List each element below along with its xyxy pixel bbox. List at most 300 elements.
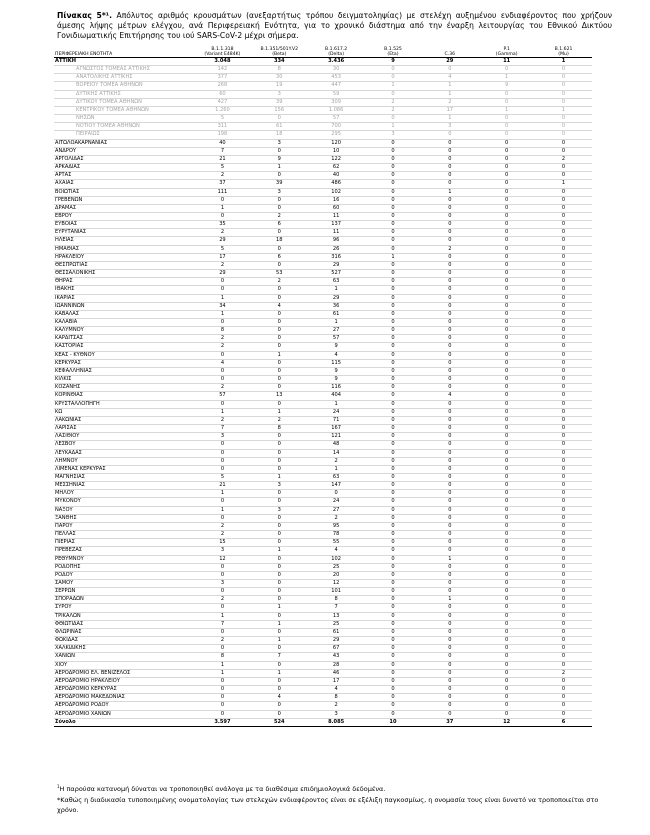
case-count: 0 — [478, 710, 535, 718]
column-header-line2: (Mu) — [558, 51, 569, 57]
case-count: 0 — [478, 433, 535, 441]
case-count: 524 — [251, 718, 308, 726]
case-count: 8 — [251, 425, 308, 433]
case-count: 0 — [421, 327, 478, 335]
table-row — [54, 498, 592, 506]
case-count: 0 — [251, 571, 308, 579]
case-count: 0 — [478, 482, 535, 490]
case-count: 0 — [251, 245, 308, 253]
table-row — [54, 172, 592, 180]
case-count: 0 — [535, 531, 592, 539]
case-count: 63 — [308, 278, 365, 286]
region-name: ΙΚΑΡΙΑΣ — [54, 294, 194, 302]
case-count: 0 — [251, 686, 308, 694]
case-count: 1 — [535, 180, 592, 188]
region-name: ΚΟΖΑΝΗΣ — [54, 384, 194, 392]
case-count: 102 — [308, 188, 365, 196]
column-header-line1: B.1.1.318 — [211, 46, 234, 52]
case-count: 0 — [478, 425, 535, 433]
region-name: ΑΕΡΟΔΡΟΜΙΟ ΡΟΔΟΥ — [54, 702, 194, 710]
case-count: 0 — [535, 580, 592, 588]
case-count: 0 — [535, 188, 592, 196]
case-count: 137 — [308, 221, 365, 229]
case-count: 61 — [308, 310, 365, 318]
table-row — [54, 204, 592, 212]
case-count: 4 — [308, 547, 365, 555]
table-row — [54, 327, 592, 335]
case-count: 0 — [478, 196, 535, 204]
case-count: 0 — [365, 115, 422, 123]
region-name: ΑΕΡΟΔΡΟΜΙΟ ΚΕΡΚΥΡΑΣ — [54, 686, 194, 694]
case-count: 0 — [535, 302, 592, 310]
case-count: 9 — [365, 58, 422, 66]
case-count: 4 — [194, 359, 251, 367]
case-count: 7 — [194, 147, 251, 155]
case-count: 0 — [194, 286, 251, 294]
case-count: 0 — [251, 490, 308, 498]
case-count: 0 — [421, 686, 478, 694]
case-count: 61 — [251, 123, 308, 131]
footnote-2: *Καθώς η διαδικασία τυποποιημένης ονοματολογίας των στελεχών ενδιαφέροντος είναι σε εξέλιξη παγκοσμίως, η ονομασία τους είναι δυνατό να τροποποιείται στο χρόνο. — [57, 795, 599, 814]
table-subrow — [54, 98, 592, 106]
case-count: 4 — [251, 694, 308, 702]
case-count: 1 — [421, 82, 478, 90]
table-row — [54, 637, 592, 645]
case-count: 0 — [251, 376, 308, 384]
case-count: 59 — [308, 90, 365, 98]
case-count: 0 — [365, 147, 422, 155]
case-count: 0 — [194, 449, 251, 457]
case-count: 0 — [535, 204, 592, 212]
case-count: 0 — [421, 155, 478, 163]
case-count: 404 — [308, 392, 365, 400]
region-name: ΣΠΟΡΑΔΩΝ — [54, 596, 194, 604]
case-count: 0 — [421, 180, 478, 188]
case-count: 15 — [194, 539, 251, 547]
case-count: 0 — [251, 433, 308, 441]
table-row — [54, 212, 592, 220]
case-count: 3 — [251, 506, 308, 514]
case-count: 1 — [365, 123, 422, 131]
case-count: 0 — [421, 637, 478, 645]
case-count: 0 — [535, 392, 592, 400]
region-name: ΚΑΣΤΟΡΙΑΣ — [54, 343, 194, 351]
case-count: 0 — [535, 433, 592, 441]
case-count: 0 — [251, 710, 308, 718]
case-count: 10 — [308, 147, 365, 155]
case-count: 0 — [421, 319, 478, 327]
case-count: 3 — [251, 90, 308, 98]
case-count: 0 — [535, 74, 592, 82]
case-count: 0 — [421, 359, 478, 367]
case-count: 0 — [421, 286, 478, 294]
case-count: 0 — [365, 229, 422, 237]
case-count: 0 — [421, 221, 478, 229]
table-row — [54, 441, 592, 449]
case-count: 1 — [251, 669, 308, 677]
case-count: 29 — [194, 270, 251, 278]
case-count: 0 — [251, 294, 308, 302]
table-row — [54, 547, 592, 555]
case-count: 29 — [308, 294, 365, 302]
case-count: 1 — [421, 115, 478, 123]
region-name: ΗΜΑΘΙΑΣ — [54, 245, 194, 253]
table-row — [54, 351, 592, 359]
case-count: 7 — [194, 620, 251, 628]
case-count: 0 — [251, 335, 308, 343]
case-count: 0 — [251, 580, 308, 588]
case-count: 311 — [194, 123, 251, 131]
region-name: ΘΕΣΠΡΩΤΙΑΣ — [54, 261, 194, 269]
region-name: ΣΕΡΡΩΝ — [54, 588, 194, 596]
case-count: 0 — [478, 131, 535, 139]
case-count: 1.260 — [194, 106, 251, 114]
case-count: 0 — [421, 473, 478, 481]
case-count: 0 — [535, 335, 592, 343]
table-row — [54, 522, 592, 530]
table-row — [54, 392, 592, 400]
region-name: ΛΙΜΕΝΑΣ ΚΕΡΚΥΡΑΣ — [54, 465, 194, 473]
case-count: 3.597 — [194, 718, 251, 726]
case-count: 0 — [251, 645, 308, 653]
case-count: 0 — [194, 702, 251, 710]
case-count: 0 — [535, 522, 592, 530]
table-row — [54, 58, 592, 66]
region-name: ΘΗΡΑΣ — [54, 278, 194, 286]
case-count: 0 — [535, 164, 592, 172]
case-count: 0 — [251, 400, 308, 408]
table-row — [54, 571, 592, 579]
region-name: ΚΡΥΣΤΑΛΛΟΠΗΓΗ — [54, 400, 194, 408]
case-count: 0 — [478, 367, 535, 375]
case-count: 0 — [478, 653, 535, 661]
region-name: ΚΕΝΤΡΙΚΟΥ ΤΟΜΕΑ ΑΘΗΝΩΝ — [54, 106, 194, 114]
case-count: 57 — [308, 335, 365, 343]
case-count: 0 — [535, 229, 592, 237]
case-count: 0 — [535, 441, 592, 449]
case-count: 5 — [194, 115, 251, 123]
case-count: 0 — [535, 319, 592, 327]
case-count: 0 — [365, 319, 422, 327]
region-name: ΡΕΘΥΜΝΟΥ — [54, 555, 194, 563]
case-count: 0 — [478, 628, 535, 636]
case-count: 0 — [421, 343, 478, 351]
case-count: 0 — [194, 351, 251, 359]
case-count: 0 — [421, 400, 478, 408]
case-count: 0 — [421, 490, 478, 498]
column-header-line1: B.1.525 — [384, 46, 402, 52]
case-count: 2 — [535, 669, 592, 677]
case-count: 0 — [478, 155, 535, 163]
case-count: 0 — [535, 620, 592, 628]
case-count: 0 — [251, 531, 308, 539]
case-count: 0 — [478, 229, 535, 237]
case-count: 9 — [308, 367, 365, 375]
case-count: 0 — [365, 433, 422, 441]
case-count: 6 — [535, 718, 592, 726]
case-count: 0 — [365, 677, 422, 685]
case-count: 334 — [251, 58, 308, 66]
case-count: 29 — [421, 58, 478, 66]
region-name: ΛΕΣΒΟΥ — [54, 441, 194, 449]
case-count: 29 — [308, 637, 365, 645]
case-count: 0 — [251, 327, 308, 335]
region-name: ΑΕΡΟΔΡΟΜΙΟ ΜΑΚΕΔΟΝΙΑΣ — [54, 694, 194, 702]
case-count: 2 — [308, 702, 365, 710]
column-header-variant — [535, 44, 592, 58]
case-count: 0 — [535, 196, 592, 204]
case-count: 0 — [365, 180, 422, 188]
case-count: 27 — [308, 506, 365, 514]
table-row — [54, 628, 592, 636]
case-count: 0 — [421, 539, 478, 547]
table-header — [54, 44, 592, 58]
case-count: 0 — [365, 694, 422, 702]
table-row — [54, 416, 592, 424]
table-row — [54, 376, 592, 384]
table-row — [54, 677, 592, 685]
region-name: ΑΕΡΟΔΡΟΜΙΟ ΗΡΑΚΛΕΙΟΥ — [54, 677, 194, 685]
case-count: 0 — [365, 465, 422, 473]
case-count: 0 — [421, 261, 478, 269]
case-count: 1.086 — [308, 106, 365, 114]
case-count: 0 — [535, 637, 592, 645]
case-count: 0 — [478, 98, 535, 106]
table-row — [54, 539, 592, 547]
case-count: 5 — [194, 245, 251, 253]
case-count: 0 — [478, 702, 535, 710]
table-row — [54, 604, 592, 612]
case-count: 35 — [194, 221, 251, 229]
case-count: 0 — [194, 319, 251, 327]
case-count: 0 — [365, 539, 422, 547]
case-count: 0 — [535, 571, 592, 579]
case-count: 0 — [251, 310, 308, 318]
case-count: 0 — [478, 531, 535, 539]
table-row — [54, 221, 592, 229]
case-count: 2 — [194, 261, 251, 269]
case-count: 0 — [365, 204, 422, 212]
region-name: ΠΕΙΡΑΙΩΣ — [54, 131, 194, 139]
case-count: 0 — [535, 278, 592, 286]
case-count: 24 — [308, 408, 365, 416]
case-count: 34 — [194, 302, 251, 310]
case-count: 0 — [421, 212, 478, 220]
case-count: 0 — [421, 498, 478, 506]
case-count: 0 — [478, 212, 535, 220]
case-count: 2 — [194, 416, 251, 424]
case-count: 0 — [421, 522, 478, 530]
case-count: 0 — [421, 612, 478, 620]
region-name: ΕΒΡΟΥ — [54, 212, 194, 220]
region-name: ΡΟΔΟΥ — [54, 571, 194, 579]
case-count: 0 — [365, 425, 422, 433]
region-name: ΠΡΕΒΕΖΑΣ — [54, 547, 194, 555]
table-row — [54, 661, 592, 669]
case-count: 0 — [421, 580, 478, 588]
case-count: 37 — [421, 718, 478, 726]
case-count: 0 — [535, 384, 592, 392]
case-count: 3 — [194, 580, 251, 588]
case-count: 0 — [251, 229, 308, 237]
case-count: 0 — [365, 482, 422, 490]
table-row — [54, 686, 592, 694]
table-row — [54, 555, 592, 563]
table-subrow — [54, 115, 592, 123]
table-row — [54, 384, 592, 392]
case-count: 18 — [251, 237, 308, 245]
case-count: 142 — [194, 66, 251, 74]
case-count: 0 — [478, 441, 535, 449]
case-count: 0 — [421, 196, 478, 204]
case-count: 0 — [535, 327, 592, 335]
region-name: ΠΙΕΡΙΑΣ — [54, 539, 194, 547]
case-count: 0 — [251, 465, 308, 473]
case-count: 0 — [421, 335, 478, 343]
case-count: 0 — [365, 408, 422, 416]
case-count: 1 — [421, 90, 478, 98]
case-count: 0 — [535, 588, 592, 596]
case-count: 3 — [194, 433, 251, 441]
case-count: 0 — [194, 563, 251, 571]
case-count: 0 — [421, 702, 478, 710]
case-count: 0 — [365, 221, 422, 229]
region-name: ΜΥΚΟΝΟΥ — [54, 498, 194, 506]
case-count: 0 — [365, 669, 422, 677]
region-name: ΗΛΕΙΑΣ — [54, 237, 194, 245]
region-name: Σύνολο — [54, 718, 194, 726]
case-count: 0 — [421, 310, 478, 318]
case-count: 0 — [365, 588, 422, 596]
case-count: 0 — [365, 490, 422, 498]
case-count: 0 — [365, 237, 422, 245]
case-count: 0 — [365, 278, 422, 286]
case-count: 0 — [365, 310, 422, 318]
case-count: 1 — [421, 596, 478, 604]
case-count: 9 — [251, 155, 308, 163]
case-count: 377 — [194, 74, 251, 82]
case-count: 39 — [251, 98, 308, 106]
case-count: 7 — [308, 604, 365, 612]
case-count: 13 — [308, 612, 365, 620]
case-count: 0 — [194, 677, 251, 685]
case-count: 0 — [251, 147, 308, 155]
case-count: 0 — [251, 677, 308, 685]
case-count: 0 — [535, 547, 592, 555]
case-count: 0 — [535, 457, 592, 465]
case-count: 3 — [365, 131, 422, 139]
table-subrow — [54, 66, 592, 74]
case-count: 71 — [308, 416, 365, 424]
region-name: ΠΑΡΟΥ — [54, 522, 194, 530]
case-count: 0 — [365, 172, 422, 180]
case-count: 0 — [194, 457, 251, 465]
case-count: 427 — [194, 98, 251, 106]
case-count: 0 — [365, 384, 422, 392]
case-count: 0 — [251, 555, 308, 563]
region-name: ΧΙΟΥ — [54, 661, 194, 669]
case-count: 13 — [251, 392, 308, 400]
case-count: 0 — [251, 612, 308, 620]
case-count: 3.048 — [194, 58, 251, 66]
case-count: 0 — [365, 661, 422, 669]
case-count: 0 — [535, 498, 592, 506]
table-row — [54, 180, 592, 188]
case-count: 0 — [421, 367, 478, 375]
case-count: 0 — [478, 694, 535, 702]
region-name: ΓΡΕΒΕΝΩΝ — [54, 196, 194, 204]
region-name: ΚΑΡΔΙΤΣΑΣ — [54, 335, 194, 343]
case-count: 39 — [251, 180, 308, 188]
case-count: 0 — [421, 408, 478, 416]
case-count: 0 — [421, 229, 478, 237]
case-count: 11 — [308, 212, 365, 220]
case-count: 0 — [194, 628, 251, 636]
region-name: ΔΡΑΜΑΣ — [54, 204, 194, 212]
case-count: 268 — [194, 82, 251, 90]
case-count: 26 — [308, 245, 365, 253]
case-count: 0 — [365, 596, 422, 604]
case-count: 0 — [535, 139, 592, 147]
case-count: 1 — [365, 82, 422, 90]
case-count: 0 — [365, 286, 422, 294]
case-count: 0 — [535, 270, 592, 278]
table-row — [54, 710, 592, 718]
header-row — [54, 44, 592, 58]
case-count: 40 — [194, 139, 251, 147]
table-row — [54, 408, 592, 416]
case-count: 9 — [478, 82, 535, 90]
case-count: 7 — [194, 425, 251, 433]
case-count: 0 — [535, 343, 592, 351]
case-count: 0 — [421, 441, 478, 449]
case-count: 0 — [421, 302, 478, 310]
region-name: ΚΑΛΑΒΙΑ — [54, 319, 194, 327]
column-header-variant — [308, 44, 365, 58]
case-count: 0 — [251, 196, 308, 204]
case-count: 121 — [308, 433, 365, 441]
table-row — [54, 449, 592, 457]
case-count: 0 — [478, 221, 535, 229]
case-count: 0 — [478, 686, 535, 694]
region-name: ΜΕΣΣΗΝΙΑΣ — [54, 482, 194, 490]
case-count: 1 — [251, 620, 308, 628]
case-count: 0 — [478, 310, 535, 318]
case-count: 0 — [421, 425, 478, 433]
case-count: 0 — [421, 547, 478, 555]
column-header-variant — [421, 44, 478, 58]
case-count: 0 — [251, 172, 308, 180]
case-count: 0 — [421, 416, 478, 424]
case-count: 0 — [365, 270, 422, 278]
region-name: ΗΡΑΚΛΕΙΟΥ — [54, 253, 194, 261]
case-count: 0 — [478, 457, 535, 465]
total-row — [54, 718, 592, 726]
case-count: 5 — [194, 473, 251, 481]
case-count: 0 — [365, 686, 422, 694]
case-count: 0 — [421, 294, 478, 302]
case-count: 0 — [421, 620, 478, 628]
case-count: 1 — [308, 465, 365, 473]
case-count: 0 — [478, 522, 535, 530]
case-count: 0 — [421, 514, 478, 522]
case-count: 0 — [535, 596, 592, 604]
case-count: 316 — [308, 253, 365, 261]
case-count: 101 — [308, 588, 365, 596]
case-count: 17 — [308, 677, 365, 685]
case-count: 36 — [308, 302, 365, 310]
case-count: 0 — [478, 645, 535, 653]
